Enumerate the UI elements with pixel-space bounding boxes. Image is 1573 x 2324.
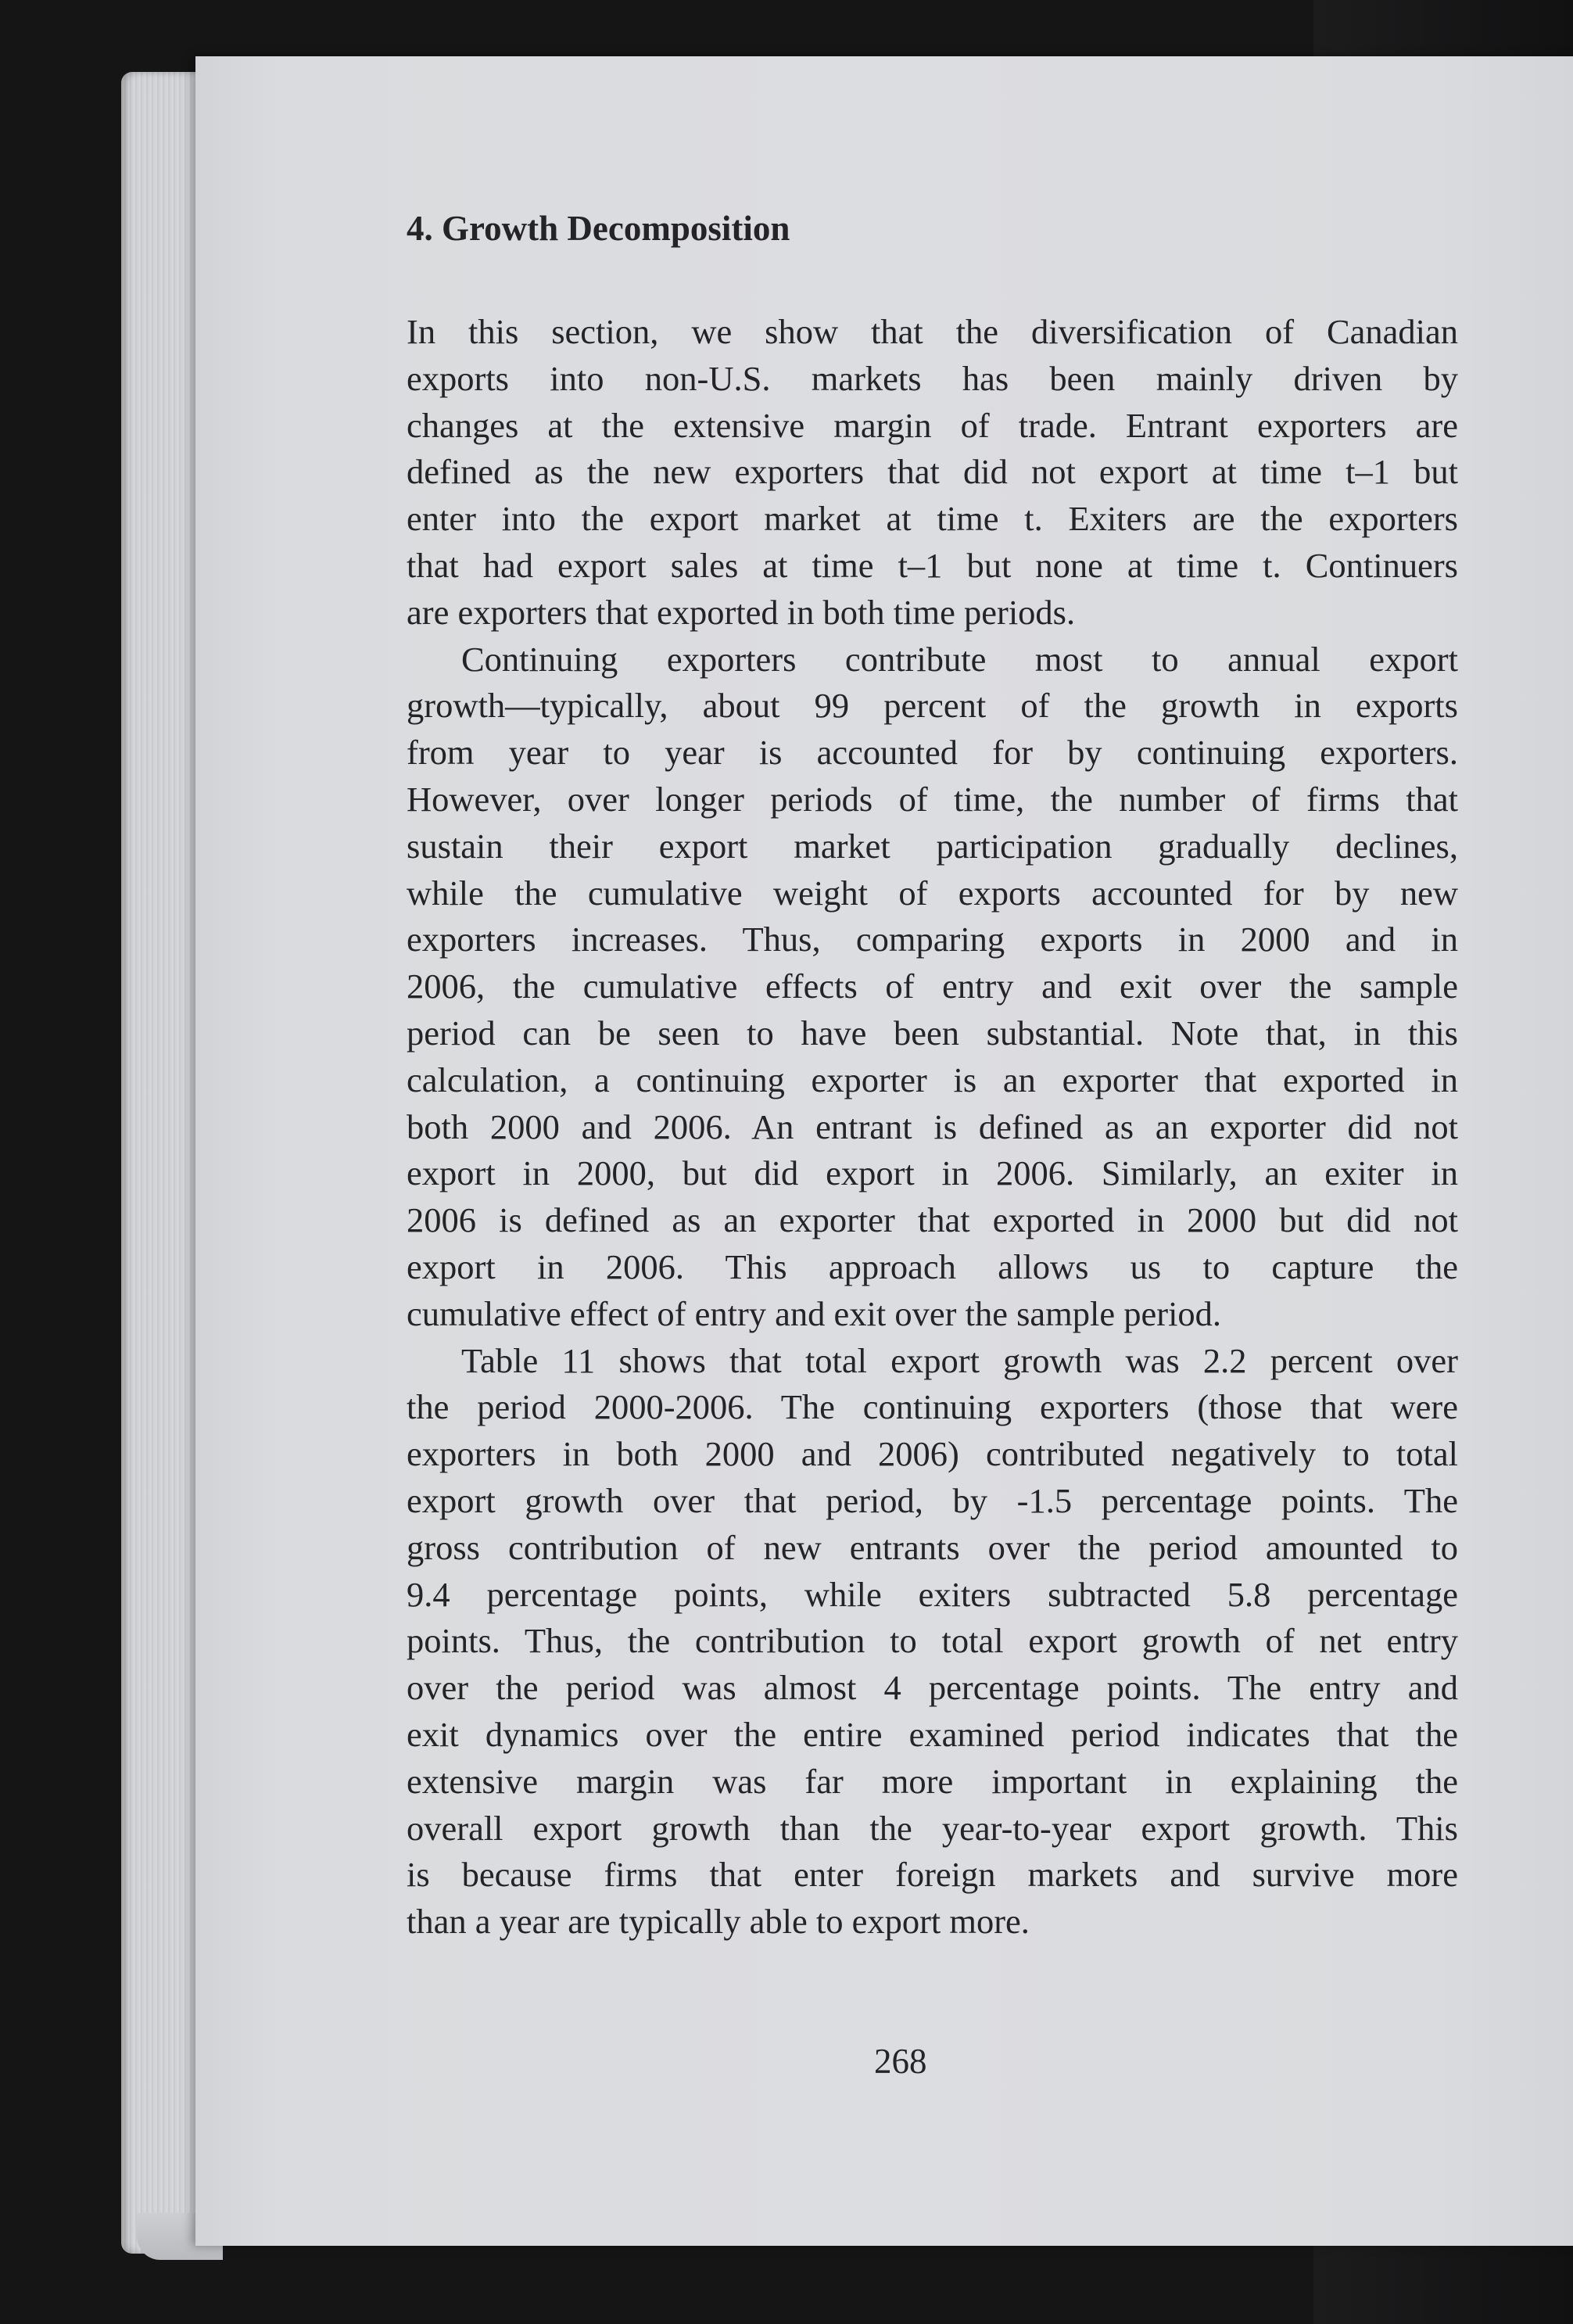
text-line: enter into the export market at time t. Exiters are the exporters	[407, 499, 1458, 539]
text-line: changes at the extensive margin of trade. Entrant exporters are	[407, 405, 1458, 445]
text-line: 2006, the cumulative effects of entry and exit over the sample	[407, 967, 1458, 1006]
text-line: In this section, we show that the diversification of Canadian	[407, 312, 1458, 351]
text-line: are exporters that exported in both time periods.	[407, 592, 1076, 632]
text-line: defined as the new exporters that did not export at time t–1 but	[407, 452, 1458, 492]
page-number: 268	[874, 2042, 927, 2081]
paragraph	[407, 637, 1458, 1338]
paragraph	[407, 309, 1458, 637]
text-line: period can be seen to have been substantial. Note that, in this	[407, 1013, 1458, 1053]
text-line: 2006 is defined as an exporter that exported in 2000 but did not	[407, 1200, 1458, 1240]
text-line: sustain their export market participation gradually declines,	[407, 826, 1458, 866]
page-content	[407, 211, 1458, 1946]
text-line: gross contribution of new entrants over the period amounted to	[407, 1527, 1458, 1567]
text-line: cumulative effect of entry and exit over the sample period.	[407, 1293, 1222, 1333]
text-line: However, over longer periods of time, the number of firms that	[407, 779, 1458, 819]
text-line: over the period was almost 4 percentage points. The entry and	[407, 1668, 1458, 1708]
paragraph	[407, 1338, 1458, 1946]
text-line: that had export sales at time t–1 but none at time t. Continuers	[407, 545, 1458, 585]
text-line: both 2000 and 2006. An entrant is defined as an exporter did not	[407, 1106, 1458, 1146]
text-line: Continuing exporters contribute most to annual export	[461, 639, 1458, 679]
text-line: exports into non-U.S. markets has been mainly driven by	[407, 358, 1458, 398]
text-line: the period 2000-2006. The continuing exporters (those that were	[407, 1387, 1458, 1427]
text-line: Table 11 shows that total export growth was 2.2 percent over	[461, 1340, 1458, 1380]
text-line: exporters increases. Thus, comparing exports in 2000 and in	[407, 920, 1458, 959]
text-line: export in 2000, but did export in 2006. Similarly, an exiter in	[407, 1153, 1458, 1193]
text-line: export in 2006. This approach allows us to capture the	[407, 1246, 1458, 1286]
text-line: is because firms that enter foreign markets and survive more	[407, 1855, 1458, 1895]
text-line: from year to year is accounted for by continuing exporters.	[407, 733, 1458, 773]
text-line: while the cumulative weight of exports accounted for by new	[407, 873, 1458, 913]
text-line: points. Thus, the contribution to total export growth of net entry	[407, 1621, 1458, 1661]
text-line: exit dynamics over the entire examined period indicates that the	[407, 1714, 1458, 1754]
book-page-edges	[121, 72, 207, 2254]
text-line: overall export growth than the year-to-year export growth. This	[407, 1808, 1458, 1848]
text-line: export growth over that period, by -1.5 percentage points. The	[407, 1480, 1458, 1520]
text-line: 9.4 percentage points, while exiters subtracted 5.8 percentage	[407, 1574, 1458, 1614]
text-line: calculation, a continuing exporter is an exporter that exported in	[407, 1060, 1458, 1099]
text-line: growth—typically, about 99 percent of the growth in exports	[407, 686, 1458, 726]
text-line: exporters in both 2000 and 2006) contributed negatively to total	[407, 1434, 1458, 1474]
section-heading: 4. Growth Decomposition	[407, 209, 790, 248]
text-line: than a year are typically able to export more.	[407, 1902, 1030, 1942]
body-text	[407, 309, 1458, 1946]
text-line: extensive margin was far more important in explaining the	[407, 1761, 1458, 1801]
